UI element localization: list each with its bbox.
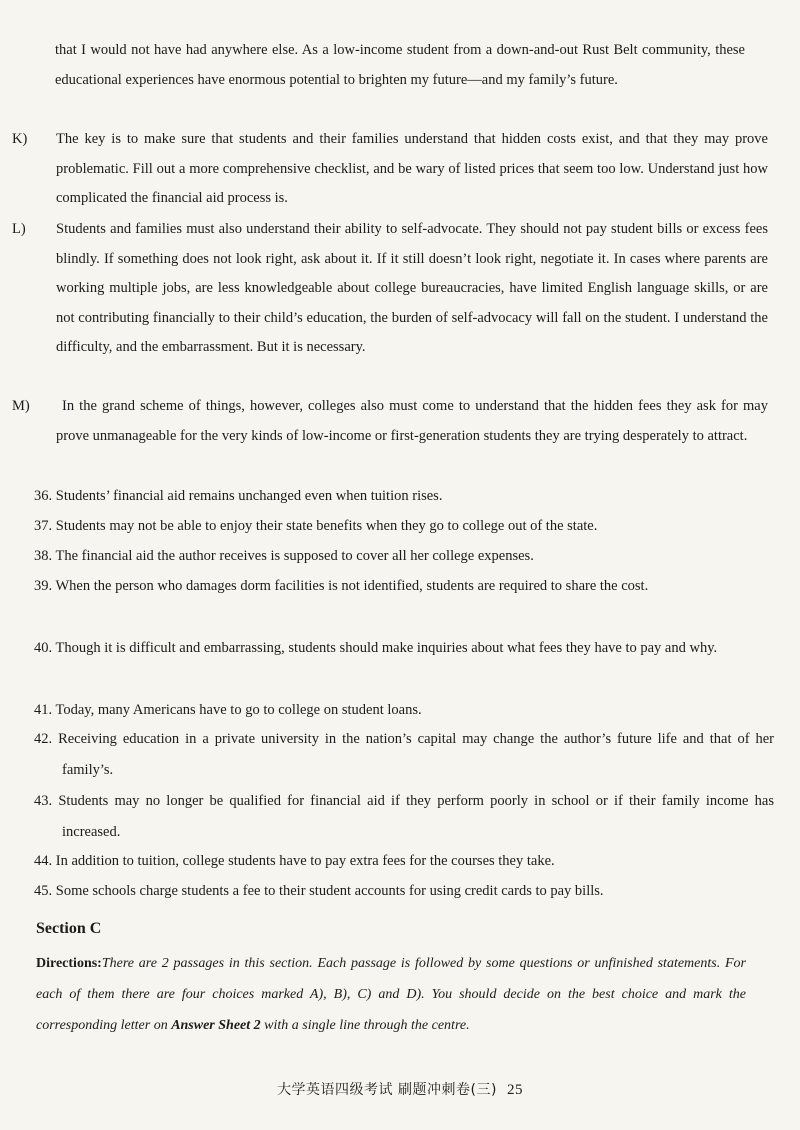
question-38 bbox=[34, 541, 774, 572]
question-number: 45. bbox=[34, 883, 53, 899]
directions-label: Directions: bbox=[36, 956, 102, 971]
question-text: Students may not be able to enjoy their state benefits when they go to college out of the state. bbox=[55, 518, 598, 534]
question-number: 42. bbox=[34, 731, 53, 747]
question-text: Students may no longer be qualified for financial aid if they perform poorly in school or if their family income has increased. bbox=[58, 793, 775, 840]
question-number: 37. bbox=[34, 518, 53, 534]
question-44 bbox=[34, 846, 774, 877]
paragraph-text: Students and families must also understand their ability to self-advocate. They should not pay student bills or excess fees blindly. If something does not look right, ask about it. If it still doesn’t look right, negotiate it. In cases where parents are working multiple jobs, are less knowledgeable about college bureaucracies, have limited English language skills, or are not contributing financially to their child’s education, the burden of self-advocacy will fall on the student. I understand the difficulty, and the embarrassment. But it is necessary. bbox=[56, 221, 768, 355]
question-number: 40. bbox=[34, 640, 53, 656]
question-text: Some schools charge students a fee to their student accounts for using credit cards to pay bills. bbox=[55, 883, 604, 899]
paragraph-j-continuation: that I would not have had anywhere else. As a low-income student from a down-and-out Rust Belt community, these educational experiences have enormous potential to brighten my future—and my family’s future. bbox=[55, 42, 745, 88]
question-text: Receiving education in a private university in the nation’s capital may change the author’s future life and that of her family’s. bbox=[58, 731, 774, 778]
question-40 bbox=[34, 633, 774, 664]
question-number: 43. bbox=[34, 793, 53, 809]
question-45 bbox=[34, 876, 774, 907]
question-41 bbox=[34, 695, 774, 726]
paragraph-label: K) bbox=[12, 131, 28, 147]
question-number: 41. bbox=[34, 702, 53, 718]
question-number: 39. bbox=[34, 578, 53, 594]
question-text: Today, many Americans have to go to college on student loans. bbox=[55, 702, 422, 718]
question-number: 44. bbox=[34, 853, 53, 869]
question-text: When the person who damages dorm facilities is not identified, students are required to share the cost. bbox=[55, 578, 649, 594]
question-39 bbox=[34, 571, 774, 602]
page-footer bbox=[0, 1079, 800, 1099]
paragraph-text: In the grand scheme of things, however, colleges also must come to understand that the hidden fees they ask for may prove unmanageable for the very kinds of low-income or first-generation students they are trying desperately to attract. bbox=[56, 398, 768, 444]
paragraph-m bbox=[12, 392, 768, 451]
question-text: Students’ financial aid remains unchanged even when tuition rises. bbox=[55, 488, 443, 504]
question-number: 36. bbox=[34, 488, 53, 504]
paragraph-label: L) bbox=[12, 221, 26, 237]
answer-sheet-label: Answer Sheet 2 bbox=[171, 1018, 261, 1033]
question-text: In addition to tuition, college students have to pay extra fees for the courses they take. bbox=[55, 853, 555, 869]
question-text: The financial aid the author receives is supposed to cover all her college expenses. bbox=[55, 548, 534, 564]
directions-text-end: with a single line through the centre. bbox=[260, 1018, 470, 1033]
paragraph-label: M) bbox=[12, 398, 30, 414]
paragraph-l bbox=[12, 215, 768, 363]
paragraph-text: The key is to make sure that students and their families understand that hidden costs exist, and that they may prove problematic. Fill out a more comprehensive checklist, and be wary of listed prices that seem too low. Understand just how complicated the financial aid process is. bbox=[56, 131, 768, 206]
section-title: Section C bbox=[36, 920, 102, 937]
question-number: 38. bbox=[34, 548, 53, 564]
question-42 bbox=[34, 724, 774, 786]
paragraph-k bbox=[12, 125, 768, 214]
question-43 bbox=[34, 786, 774, 848]
question-text: Though it is difficult and embarrassing, students should make inquiries about what fees they have to pay and why. bbox=[55, 640, 718, 656]
question-36 bbox=[34, 481, 774, 512]
question-37 bbox=[34, 511, 774, 542]
directions-text: There are 2 passages in this section. Each passage is followed by some questions or unfinished statements. For each of them there are four choices marked A), B), C) and D). You should decide on the best choice and mark the corresponding letter on bbox=[36, 956, 746, 1033]
footer-title: 大学英语四级考试 刷题冲刺卷(三) bbox=[277, 1082, 497, 1098]
directions bbox=[36, 948, 746, 1041]
page-number: 25 bbox=[506, 1082, 523, 1098]
